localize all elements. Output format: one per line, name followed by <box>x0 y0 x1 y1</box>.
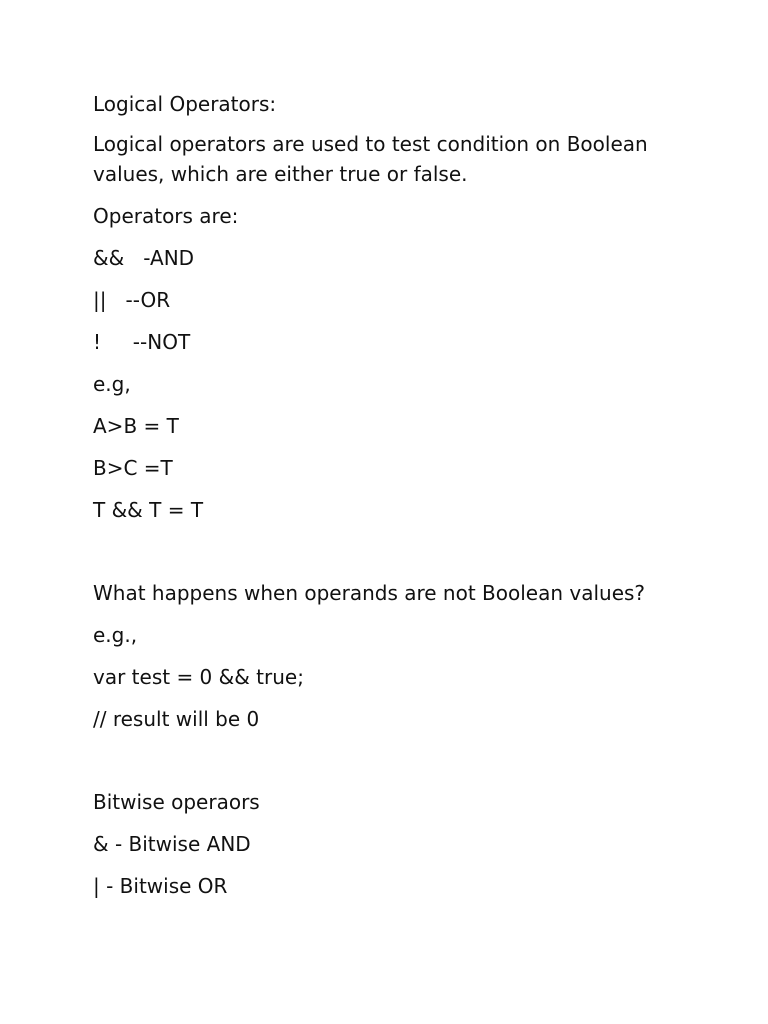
code-line: var test = 0 && true; <box>93 665 304 689</box>
operator-or-line: || --OR <box>93 288 171 312</box>
example-line: A>B = T <box>93 414 179 438</box>
logical-operators-description: Logical operators are used to test condition on Boolean values, which are either true or false. <box>93 132 648 186</box>
operator-not-line: ! --NOT <box>93 330 191 354</box>
example-line: B>C =T <box>93 456 173 480</box>
bitwise-and-line: & - Bitwise AND <box>93 832 251 856</box>
operator-and-line: && -AND <box>93 246 195 270</box>
code-comment: // result will be 0 <box>93 707 260 731</box>
operators-intro: Operators are: <box>93 204 239 228</box>
example-label: e.g., <box>93 623 138 647</box>
logical-operators-heading: Logical Operators: <box>93 92 277 116</box>
example-line: T && T = T <box>93 498 204 522</box>
example-label: e.g, <box>93 372 131 396</box>
non-boolean-question: What happens when operands are not Boolean values? <box>93 581 646 605</box>
bitwise-or-line: | - Bitwise OR <box>93 874 228 898</box>
bitwise-operators-heading: Bitwise operaors <box>93 790 260 814</box>
